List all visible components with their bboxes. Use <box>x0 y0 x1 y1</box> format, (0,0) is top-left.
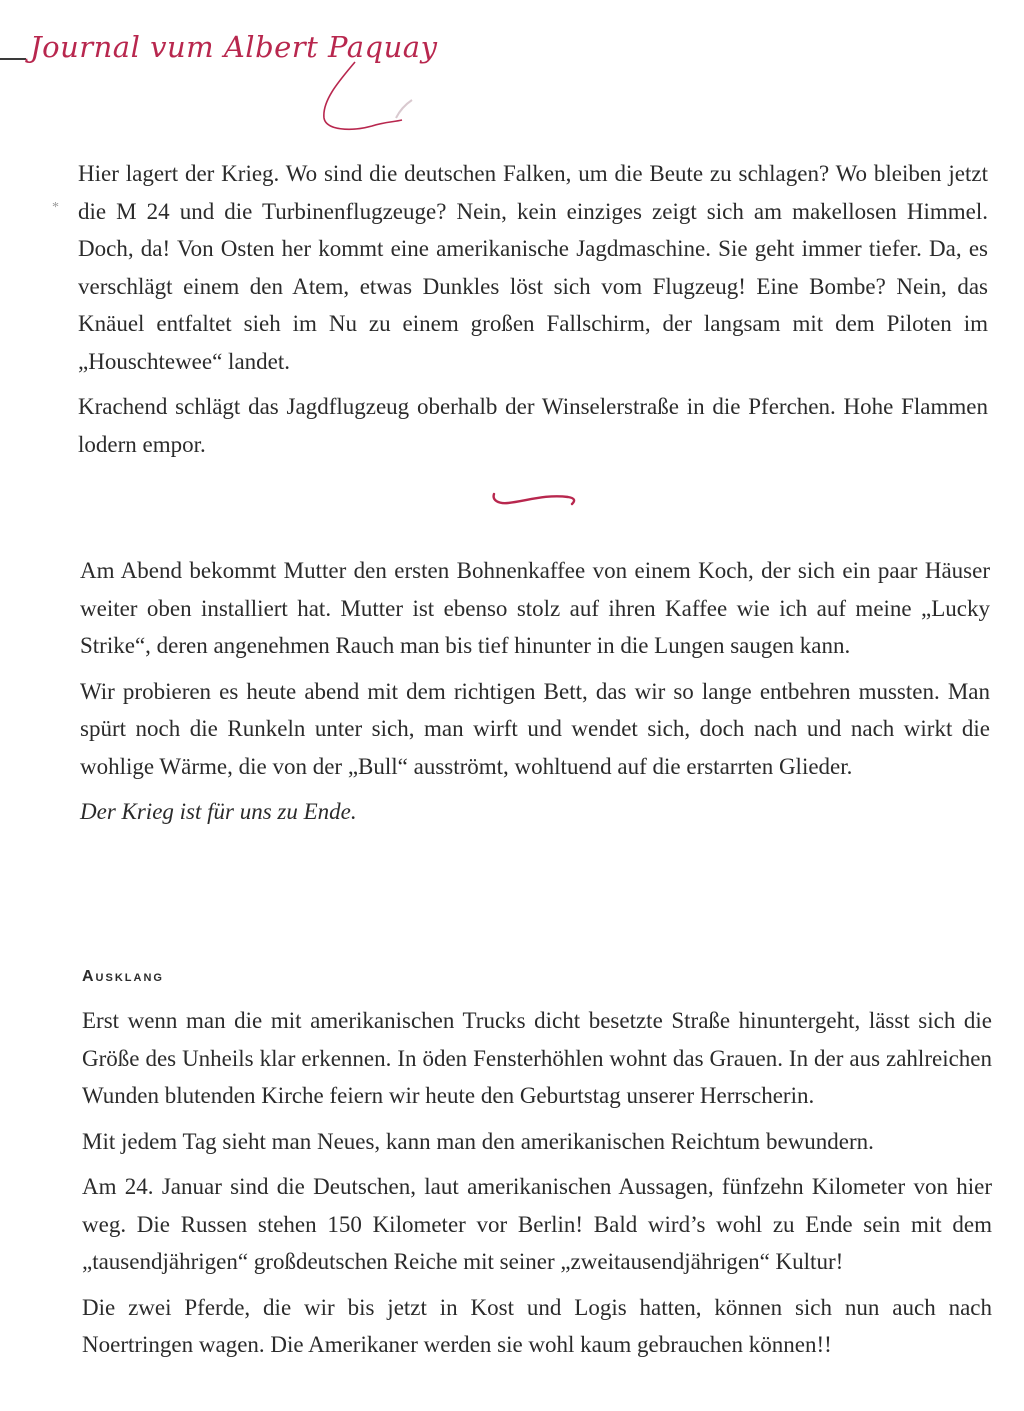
paragraph: Mit jedem Tag sieht man Neues, kann man den amerikanischen Reichtum bewundern. <box>82 1128 874 1154</box>
section-1-body <box>78 155 988 471</box>
section-heading-ausklang: Ausklang <box>82 968 164 985</box>
section-3-body <box>82 1002 992 1372</box>
closing-line: Der Krieg ist für uns zu Ende. <box>80 799 357 824</box>
paragraph: Am Abend bekommt Mutter den ersten Bohnenkaffee von einem Koch, der sich ein paar Häuser weiter oben installiert hat. Mutter ist ebenso stolz auf ihren Kaffee wie ich auf meine „Lucky Strike“, deren angenehmen Rauch man bis tief hinunter in die Lungen saugen kann. <box>80 558 990 658</box>
section-2-body <box>80 552 990 839</box>
paragraph: Krachend schlägt das Jagdflugzeug oberhalb der Winselerstraße in die Pferchen. Hohe Flammen lodern empor. <box>78 394 988 457</box>
paragraph: Die zwei Pferde, die wir bis jetzt in Kost und Logis hatten, können sich nun auch nach Noertringen wagen. Die Amerikaner werden sie wohl kaum gebrauchen können!! <box>82 1294 992 1357</box>
paragraph: Erst wenn man die mit amerikanischen Trucks dicht besetzte Straße hinuntergeht, lässt sich die Größe des Unheils klar erkennen. In öden Fensterhöhlen wohnt das Grauen. In der aus zahlreichen Wunden blutenden Kirche feiern wir heute den Geburtstag unserer Herrscherin. <box>82 1008 992 1108</box>
header-rule <box>0 58 26 60</box>
paragraph: Am 24. Januar sind die Deutschen, laut amerikanischen Aussagen, fünfzehn Kilometer von hier weg. Die Russen stehen 150 Kilometer vor Berlin! Bald wird’s wohl zu Ende sein mit dem „tausendjährigen“ großdeutschen Reiche mit seiner „zweitausendjährigen“ Kultur! <box>82 1174 992 1274</box>
header-flourish-icon <box>310 60 420 140</box>
paragraph: Hier lagert der Krieg. Wo sind die deutschen Falken, um die Beute zu schlagen? Wo bleiben jetzt die M 24 und die Turbinenflugzeuge? Nein, kein einziges zeigt sich am makellosen Himmel. Doch, da! Von Osten her kommt eine amerikanische Jagdmaschine. Sie geht immer tiefer. Da, es verschlägt einem den Atem, etwas Dunkles löst sich vom Flugzeug! Eine Bombe? Nein, das Knäuel entfaltet sieh im Nu zu einem großen Fallschirm, der langsam mit dem Piloten im „Houschtewee“ landet. <box>78 161 988 374</box>
running-head-title: Journal vum Albert Paquay <box>30 30 438 64</box>
margin-asterisk-icon: * <box>52 200 59 215</box>
section-divider-flourish-icon <box>488 486 580 514</box>
paragraph: Wir probieren es heute abend mit dem richtigen Bett, das wir so lange entbehren mussten. Man spürt noch die Runkeln unter sich, man wirft und wendet sich, doch nach und nach wirkt die wohlige Wärme, die von der „Bull“ ausströmt, wohltuend auf die erstarrten Glieder. <box>80 678 990 779</box>
